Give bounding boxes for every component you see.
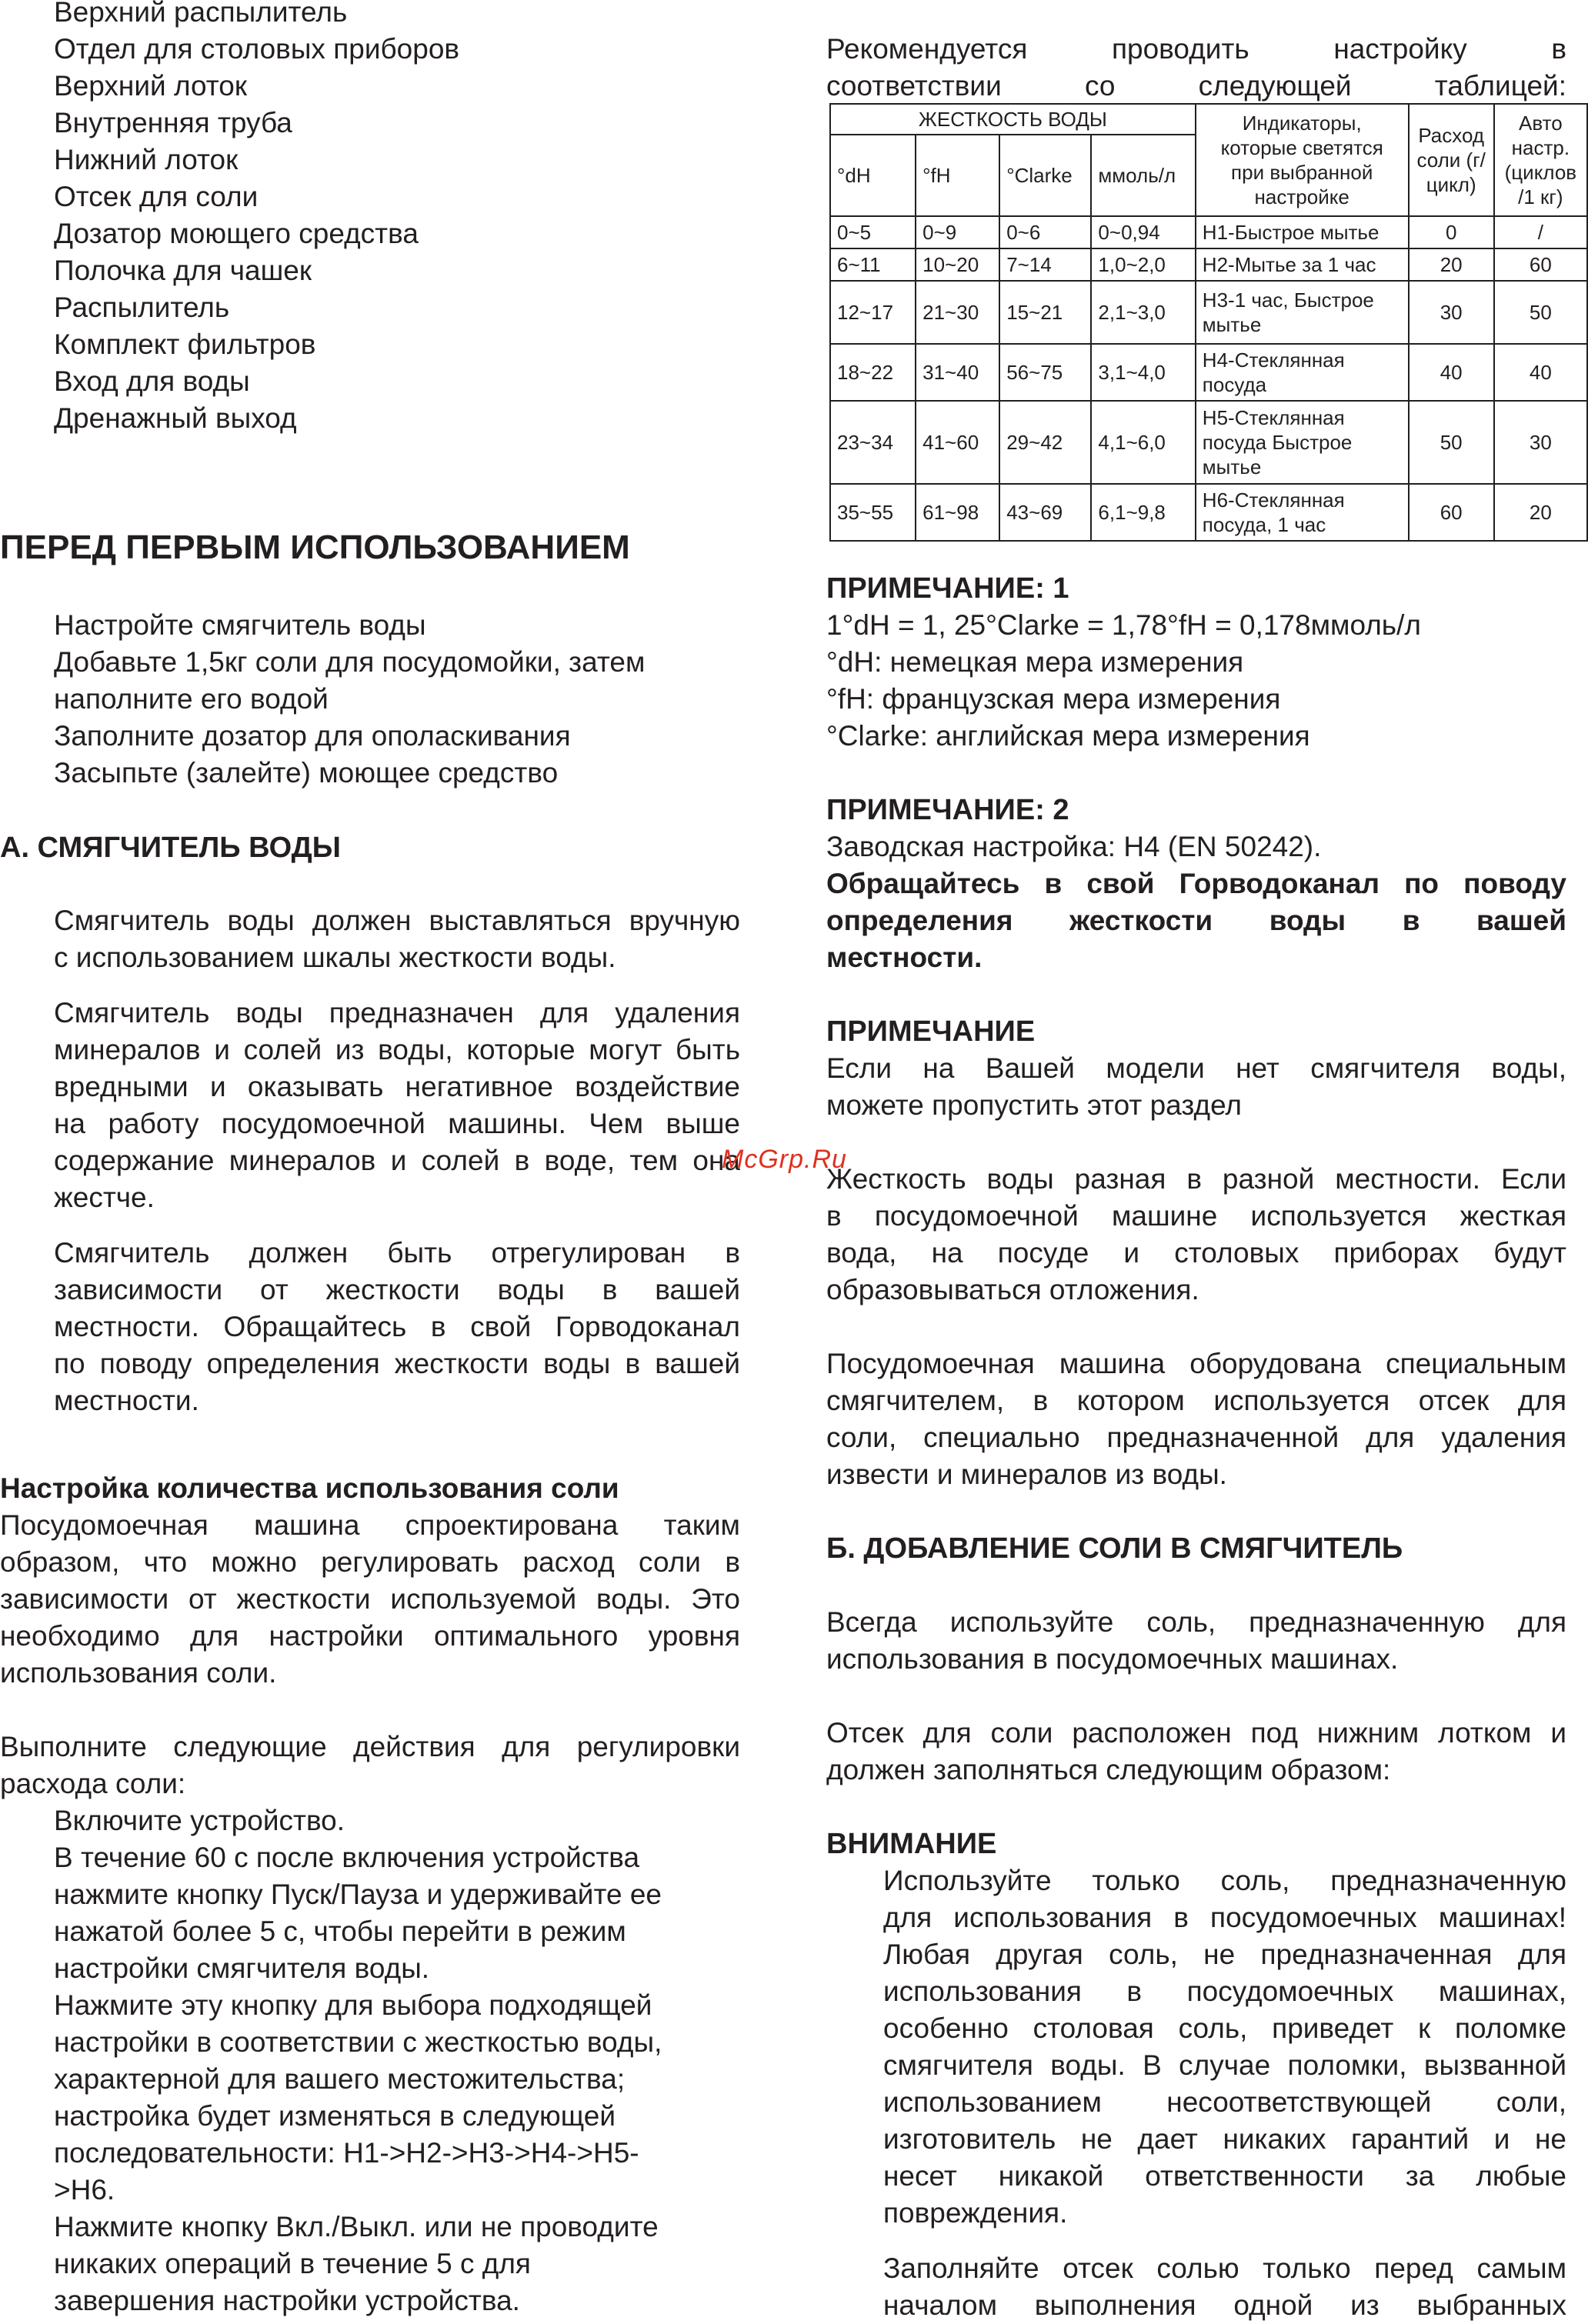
paragraph-line: на работу посудомоечной машины. Чем выше	[54, 1108, 740, 1139]
list-item: Нажмите кнопку Вкл./Выкл. или не проводите	[54, 2211, 659, 2242]
table-cell: 60	[1494, 248, 1587, 281]
list-item: Дозатор моющего средства	[54, 218, 419, 249]
table-row	[830, 216, 1587, 248]
paragraph-line: изготовитель не дает никаких гарантий и не	[883, 2123, 1566, 2155]
list-item: Добавьте 1,5кг соли для посудомойки, затем	[54, 646, 646, 678]
section-b-title: Б. ДОБАВЛЕНИЕ СОЛИ В СМЯГЧИТЕЛЬ	[826, 1532, 1403, 1565]
note-line: Обращайтесь в свой Горводоканал по поводу	[826, 868, 1566, 899]
table-cell: 0~5	[830, 216, 916, 248]
paragraph-line: Смягчитель воды должен выставляться вручную	[54, 905, 740, 936]
table-cell: 40	[1494, 344, 1587, 401]
list-item: настройка будет изменяться в следующей	[54, 2100, 616, 2132]
column-header: ЖЕСТКОСТЬ ВОДЫ	[830, 104, 1196, 135]
list-item: Верхний распылитель	[54, 0, 348, 28]
paragraph-line: соли, специально предназначенной для удаления	[826, 1422, 1566, 1453]
list-item: Нижний лоток	[54, 144, 239, 175]
list-item: Засыпьте (залейте) моющее средство	[54, 757, 559, 789]
table-cell: 18~22	[830, 344, 916, 401]
list-item: Дренажный выход	[54, 402, 297, 434]
paragraph-line: Используйте только соль, предназначенную	[883, 1865, 1566, 1896]
note-line: °Clarke: английская мера измерения	[826, 720, 1310, 752]
table-cell: 4,1~6,0	[1091, 401, 1195, 484]
paragraph-line: Посудомоечная машина спроектирована таким	[0, 1509, 740, 1541]
list-item: Отсек для соли	[54, 181, 259, 212]
paragraph-line: с использованием шкалы жесткости воды.	[54, 942, 616, 973]
list-item: Настройте смягчитель воды	[54, 609, 426, 641]
table-row	[830, 344, 1587, 401]
paragraph-line: повреждения.	[883, 2197, 1068, 2229]
hardness-table	[829, 103, 1588, 542]
salt-setting-title: Настройка количества использования соли	[0, 1472, 619, 1504]
paragraph-line: Любая другая соль, не предназначенная для	[883, 1939, 1566, 1970]
paragraph-line: необходимо для настройки оптимального уровня	[0, 1620, 740, 1652]
section-a-title: А. СМЯГЧИТЕЛЬ ВОДЫ	[0, 832, 341, 864]
paragraph-line: Выполните следующие действия для регулировки	[0, 1731, 740, 1762]
note-line: местности.	[826, 942, 982, 973]
table-cell: 23~34	[830, 401, 916, 484]
paragraph-line: использованием несоответствующей соли,	[883, 2086, 1566, 2118]
list-item: нажмите кнопку Пуск/Пауза и удерживайте ее	[54, 1879, 662, 1910]
paragraph-line: особенно столовая соль, приведет к поломке	[883, 2012, 1566, 2044]
paragraph-line: Всегда используйте соль, предназначенную для	[826, 1606, 1566, 1638]
paragraph-line: началом выполнения одной из выбранных	[883, 2289, 1566, 2321]
paragraph-line: содержание минералов и солей в воде, тем она	[54, 1145, 740, 1176]
paragraph-line: Смягчитель должен быть отрегулирован в	[54, 1237, 740, 1269]
note-line: Заводская настройка: H4 (EN 50242).	[826, 831, 1322, 862]
paragraph-line: образом, что можно регулировать расход соли в	[0, 1546, 740, 1578]
list-item: последовательности: H1->H2->H3->H4->H5-	[54, 2137, 639, 2169]
table-cell: 43~69	[999, 484, 1091, 541]
list-item: Распылитель	[54, 292, 230, 323]
table-cell: 7~14	[999, 248, 1091, 281]
table-header-row	[830, 104, 1587, 135]
table-cell: 6~11	[830, 248, 916, 281]
list-item: В течение 60 с после включения устройства	[54, 1842, 640, 1873]
table-cell: 0~0,94	[1091, 216, 1195, 248]
table-cell: 0~6	[999, 216, 1091, 248]
column-header: Авто настр. (циклов /1 кг)	[1494, 104, 1587, 216]
table-cell: 20	[1494, 484, 1587, 541]
table-cell: /	[1494, 216, 1587, 248]
paragraph-line: вода, на посуде и столовых приборах будут	[826, 1237, 1566, 1269]
paragraph-line: местности.	[54, 1385, 199, 1416]
table-cell: 0~9	[916, 216, 999, 248]
list-item: Комплект фильтров	[54, 328, 316, 360]
paragraph-line: зависимости от жесткости используемой воды. Это	[0, 1583, 740, 1615]
table-cell: 50	[1409, 401, 1494, 484]
table-cell: 10~20	[916, 248, 999, 281]
paragraph-line: Рекомендуется проводить настройку в	[826, 33, 1566, 65]
paragraph-line: использования в посудомоечных машинах.	[826, 1643, 1399, 1675]
table-cell: 61~98	[916, 484, 999, 541]
table-cell: 29~42	[999, 401, 1091, 484]
table-cell: H5-Стеклянная посуда Быстрое мытье	[1196, 401, 1409, 484]
list-item: наполните его водой	[54, 683, 329, 715]
column-header: Индикаторы, которые светятся при выбранной настройке	[1196, 104, 1409, 216]
list-item: завершения настройки устройства.	[54, 2285, 520, 2316]
table-cell: 50	[1494, 281, 1587, 344]
note-line: определения жесткости воды в вашей	[826, 905, 1566, 936]
column-header: °fH	[916, 135, 999, 216]
paragraph-line: Посудомоечная машина оборудована специальным	[826, 1348, 1566, 1379]
paragraph-line: должен заполняться следующим образом:	[826, 1754, 1391, 1786]
paragraph-line: Жесткость воды разная в разной местности. Если	[826, 1163, 1566, 1195]
table-row	[830, 484, 1587, 541]
table-cell: 15~21	[999, 281, 1091, 344]
table-cell: 21~30	[916, 281, 999, 344]
note-line: Если на Вашей модели нет смягчителя воды,	[826, 1052, 1566, 1084]
paragraph-line: по поводу определения жесткости воды в вашей	[54, 1348, 740, 1379]
table-cell: 0	[1409, 216, 1494, 248]
paragraph-line: использования соли.	[0, 1657, 277, 1689]
paragraph-line: Отсек для соли расположен под нижним лотком и	[826, 1717, 1566, 1749]
table-cell: 3,1~4,0	[1091, 344, 1195, 401]
note-line: 1°dH = 1, 25°Clarke = 1,78°fH = 0,178ммоль/л	[826, 609, 1421, 641]
column-header: Расход соли (г/цикл)	[1409, 104, 1494, 216]
note3-title: ПРИМЕЧАНИЕ	[826, 1015, 1036, 1048]
table-cell: H1-Быстрое мытье	[1196, 216, 1409, 248]
paragraph-line: жестче.	[54, 1182, 155, 1213]
paragraph-line: расхода соли:	[0, 1768, 186, 1799]
list-item: нажатой более 5 с, чтобы перейти в режим	[54, 1916, 626, 1947]
paragraph-line: соответствии со следующей таблицей:	[826, 70, 1566, 102]
table-cell: 2,1~3,0	[1091, 281, 1195, 344]
list-item: Полочка для чашек	[54, 255, 312, 286]
list-item: Включите устройство.	[54, 1805, 345, 1836]
paragraph-line: местности. Обращайтесь в свой Горводоканал	[54, 1311, 740, 1342]
table-cell: H3-1 час, Быстрое мытье	[1196, 281, 1409, 344]
list-item: настройки в соответствии с жесткостью воды,	[54, 2026, 662, 2058]
list-item: Внутренняя труба	[54, 107, 292, 138]
table-cell: H6-Стеклянная посуда, 1 час	[1196, 484, 1409, 541]
paragraph-line: вредными и оказывать негативное воздействие	[54, 1071, 740, 1102]
note-line: °dH: немецкая мера измерения	[826, 646, 1244, 678]
before-first-use-title: ПЕРЕД ПЕРВЫМ ИСПОЛЬЗОВАНИЕМ	[0, 528, 630, 566]
table-row	[830, 401, 1587, 484]
paragraph-line: минералов и солей из воды, которые могут быть	[54, 1034, 740, 1065]
list-item: никаких операций в течение 5 с для	[54, 2248, 531, 2279]
paragraph-line: извести и минералов из воды.	[826, 1459, 1227, 1490]
list-item: Вход для воды	[54, 365, 250, 397]
table-cell: 20	[1409, 248, 1494, 281]
table-cell: 6,1~9,8	[1091, 484, 1195, 541]
list-item: Верхний лоток	[54, 70, 248, 102]
table-cell: 41~60	[916, 401, 999, 484]
table-cell: 12~17	[830, 281, 916, 344]
paragraph-line: несет никакой ответственности за любые	[883, 2160, 1566, 2192]
paragraph-line: Смягчитель воды предназначен для удаления	[54, 997, 740, 1029]
paragraph-line: смягчителя воды. В случае поломки, вызванной	[883, 2049, 1566, 2081]
attention-title: ВНИМАНИЕ	[826, 1828, 997, 1860]
table-cell: H4-Стеклянная посуда	[1196, 344, 1409, 401]
list-item: настройки смягчителя воды.	[54, 1952, 430, 1984]
list-item: Нажмите эту кнопку для выбора подходящей	[54, 1989, 652, 2021]
list-item: >H6.	[54, 2174, 115, 2206]
table-cell: 35~55	[830, 484, 916, 541]
paragraph-line: образовываться отложения.	[826, 1274, 1199, 1305]
table-cell: 1,0~2,0	[1091, 248, 1195, 281]
table-cell: 30	[1494, 401, 1587, 484]
paragraph-line: в посудомоечной машине используется жесткая	[826, 1200, 1566, 1232]
paragraph-line: Заполняйте отсек солью только перед самым	[883, 2252, 1566, 2284]
table-cell: 56~75	[999, 344, 1091, 401]
table-cell: 30	[1409, 281, 1494, 344]
table-row	[830, 281, 1587, 344]
table-cell: 31~40	[916, 344, 999, 401]
list-item: Отдел для столовых приборов	[54, 33, 460, 65]
table-cell: H2-Мытье за 1 час	[1196, 248, 1409, 281]
note-line: °fH: французская мера измерения	[826, 683, 1281, 715]
column-header: °Clarke	[999, 135, 1091, 216]
paragraph-line: использования в посудомоечных машинах,	[883, 1976, 1566, 2007]
table-row	[830, 248, 1587, 281]
note1-title: ПРИМЕЧАНИЕ: 1	[826, 572, 1069, 605]
list-item: характерной для вашего местожительства;	[54, 2063, 626, 2095]
paragraph-line: зависимости от жесткости воды в вашей	[54, 1274, 740, 1305]
paragraph-line: для использования в посудомоечных машинах!	[883, 1902, 1566, 1933]
list-item: Заполните дозатор для ополаскивания	[54, 720, 571, 752]
paragraph-line: смягчителем, в котором используется отсек для	[826, 1385, 1566, 1416]
table-cell: 40	[1409, 344, 1494, 401]
table-cell: 60	[1409, 484, 1494, 541]
watermark: McGrp.Ru	[722, 1145, 847, 1174]
note2-title: ПРИМЕЧАНИЕ: 2	[826, 794, 1069, 826]
column-header: ммоль/л	[1091, 135, 1195, 216]
column-header: °dH	[830, 135, 916, 216]
note-line: можете пропустить этот раздел	[826, 1089, 1243, 1121]
